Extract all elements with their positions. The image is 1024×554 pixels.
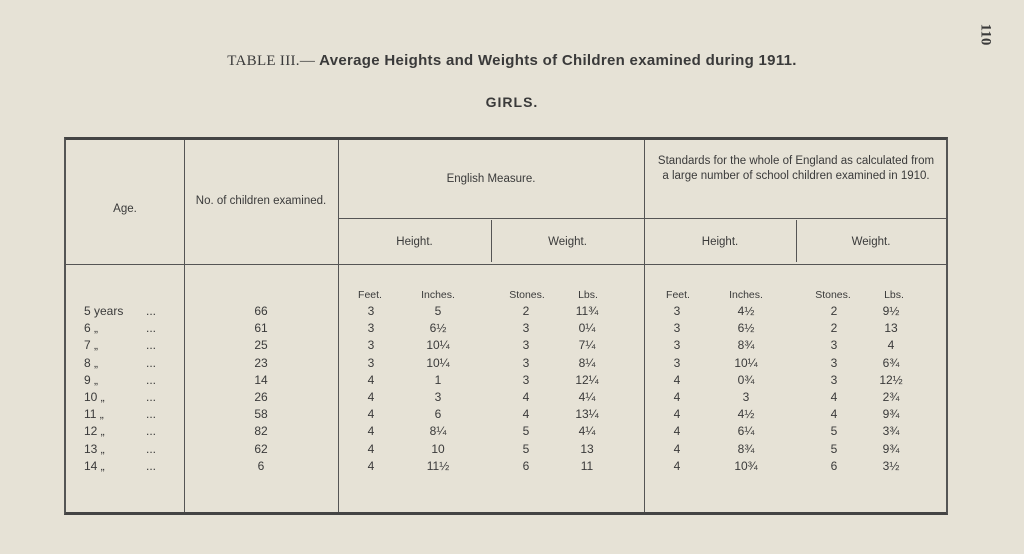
unit-lbs: Lbs. bbox=[578, 289, 598, 301]
english-feet-cell: 3 bbox=[367, 321, 375, 336]
standard-lbs-cell: 9½ bbox=[882, 304, 900, 318]
standard-inches-cell: 4½ bbox=[737, 304, 755, 318]
table-row bbox=[66, 304, 946, 321]
leader-dots: ... bbox=[146, 304, 157, 318]
english-inches-cell: 1 bbox=[434, 372, 442, 387]
header-standard-height: Height. bbox=[701, 236, 739, 248]
leader-dots: ... bbox=[146, 424, 157, 439]
english-inches-cell: 6½ bbox=[429, 321, 447, 336]
leader-dots: ... bbox=[146, 458, 157, 473]
header-standard-weight: Weight. bbox=[851, 236, 891, 248]
leader-dots: ... bbox=[146, 390, 157, 404]
standard-feet-cell: 3 bbox=[673, 338, 681, 353]
table-row bbox=[66, 390, 946, 407]
header-age: Age. bbox=[113, 203, 137, 215]
standard-inches-cell: 6¼ bbox=[737, 424, 755, 439]
english-lbs-cell: 7¼ bbox=[578, 338, 596, 353]
standard-inches-cell: 8¾ bbox=[737, 441, 755, 456]
english-inches-cell: 10 bbox=[431, 441, 445, 456]
table-row bbox=[66, 338, 946, 355]
english-lbs-cell: 4¼ bbox=[578, 424, 596, 439]
english-feet-cell: 4 bbox=[367, 458, 375, 473]
standard-feet-cell: 4 bbox=[673, 441, 681, 456]
leader-dots: ... bbox=[146, 321, 157, 336]
unit-lbs: Lbs. bbox=[884, 289, 904, 301]
age-cell: 14 „ bbox=[84, 458, 105, 473]
title-text: Average Heights and Weights of Children examined during 1911. bbox=[319, 52, 797, 69]
children-count-cell: 62 bbox=[254, 441, 268, 456]
english-stones-cell: 4 bbox=[522, 390, 530, 404]
english-lbs-cell: 11¾ bbox=[575, 304, 599, 318]
title-lead: TABLE III.— bbox=[227, 53, 316, 69]
table-title bbox=[0, 52, 1024, 70]
english-inches-cell: 11½ bbox=[426, 458, 450, 473]
age-cell: 7 „ bbox=[84, 338, 99, 353]
standard-feet-cell: 4 bbox=[673, 424, 681, 439]
english-inches-cell: 10¼ bbox=[426, 338, 450, 353]
table-row bbox=[66, 442, 946, 459]
standard-inches-cell: 10¼ bbox=[734, 355, 758, 370]
english-stones-cell: 4 bbox=[522, 407, 530, 422]
unit-inches: Inches. bbox=[729, 289, 763, 301]
children-count-cell: 58 bbox=[254, 407, 268, 422]
children-count-cell: 82 bbox=[254, 424, 268, 439]
english-lbs-cell: 0¼ bbox=[578, 321, 596, 336]
standard-inches-cell: 6½ bbox=[737, 321, 755, 336]
english-inches-cell: 6 bbox=[434, 407, 442, 422]
english-feet-cell: 4 bbox=[367, 390, 375, 404]
standard-stones-cell: 5 bbox=[830, 424, 838, 439]
standard-stones-cell: 6 bbox=[830, 458, 838, 473]
english-feet-cell: 4 bbox=[367, 372, 375, 387]
standard-lbs-cell: 9¾ bbox=[882, 441, 900, 456]
english-lbs-cell: 13¼ bbox=[575, 407, 599, 422]
standard-lbs-cell: 2¾ bbox=[882, 390, 900, 404]
children-count-cell: 61 bbox=[254, 321, 268, 336]
english-lbs-cell: 4¼ bbox=[578, 390, 596, 404]
standard-lbs-cell: 3½ bbox=[882, 458, 900, 473]
standard-stones-cell: 4 bbox=[830, 407, 838, 422]
table-row bbox=[66, 373, 946, 390]
english-feet-cell: 3 bbox=[367, 355, 375, 370]
leader-dots: ... bbox=[146, 441, 157, 456]
standard-lbs-cell: 12½ bbox=[879, 372, 903, 387]
english-stones-cell: 2 bbox=[522, 304, 530, 318]
header-english-weight: Weight. bbox=[548, 236, 587, 248]
age-cell: 9 „ bbox=[84, 372, 99, 387]
standard-inches-cell: 4½ bbox=[737, 407, 755, 422]
header-english-height: Height. bbox=[396, 236, 433, 248]
english-feet-cell: 3 bbox=[367, 304, 375, 318]
age-cell: 10 „ bbox=[84, 390, 105, 404]
english-lbs-cell: 11 bbox=[580, 458, 594, 473]
standard-stones-cell: 2 bbox=[830, 321, 838, 336]
standard-inches-cell: 10¾ bbox=[734, 458, 758, 473]
standard-stones-cell: 2 bbox=[830, 304, 838, 318]
standard-stones-cell: 5 bbox=[830, 441, 838, 456]
standard-lbs-cell: 6¾ bbox=[882, 355, 900, 370]
children-count-cell: 23 bbox=[254, 355, 268, 370]
standard-lbs-cell: 9¾ bbox=[882, 407, 900, 422]
standard-feet-cell: 3 bbox=[673, 321, 681, 336]
page-number: 110 bbox=[977, 23, 994, 46]
table-row bbox=[66, 459, 946, 476]
english-lbs-cell: 13 bbox=[580, 441, 594, 456]
standard-lbs-cell: 3¾ bbox=[882, 424, 900, 439]
english-stones-cell: 3 bbox=[522, 355, 530, 370]
children-count-cell: 6 bbox=[257, 458, 265, 473]
age-cell: 5 years bbox=[84, 304, 124, 318]
standard-feet-cell: 4 bbox=[673, 458, 681, 473]
table-row bbox=[66, 407, 946, 424]
english-stones-cell: 3 bbox=[522, 321, 530, 336]
english-stones-cell: 5 bbox=[522, 424, 530, 439]
age-cell: 12 „ bbox=[84, 424, 105, 439]
unit-stones: Stones. bbox=[815, 289, 851, 301]
english-inches-cell: 8¼ bbox=[429, 424, 447, 439]
standard-feet-cell: 3 bbox=[673, 304, 681, 318]
children-count-cell: 66 bbox=[254, 304, 268, 318]
table-row bbox=[66, 356, 946, 373]
standard-lbs-cell: 4 bbox=[887, 338, 895, 353]
english-inches-cell: 5 bbox=[434, 304, 442, 318]
standard-feet-cell: 4 bbox=[673, 390, 681, 404]
age-cell: 13 „ bbox=[84, 441, 105, 456]
standard-inches-cell: 3 bbox=[742, 390, 750, 404]
english-inches-cell: 10¼ bbox=[426, 355, 450, 370]
standard-stones-cell: 3 bbox=[830, 355, 838, 370]
table-row bbox=[66, 424, 946, 441]
english-feet-cell: 3 bbox=[367, 338, 375, 353]
english-lbs-cell: 8¼ bbox=[578, 355, 596, 370]
english-stones-cell: 3 bbox=[522, 372, 530, 387]
unit-feet: Feet. bbox=[666, 289, 690, 301]
table-subtitle: GIRLS. bbox=[485, 94, 539, 110]
children-count-cell: 25 bbox=[254, 338, 268, 353]
standard-stones-cell: 3 bbox=[830, 372, 838, 387]
english-inches-cell: 3 bbox=[434, 390, 442, 404]
unit-stones: Stones. bbox=[509, 289, 545, 301]
divider bbox=[66, 264, 946, 265]
standard-feet-cell: 3 bbox=[673, 355, 681, 370]
table-row bbox=[66, 321, 946, 338]
children-count-cell: 26 bbox=[254, 390, 268, 404]
leader-dots: ... bbox=[146, 338, 157, 353]
header-standards: Standards for the whole of England as calculated from a large number of school children examined in 1910. bbox=[657, 155, 935, 182]
english-feet-cell: 4 bbox=[367, 441, 375, 456]
standard-lbs-cell: 13 bbox=[884, 321, 898, 336]
children-count-cell: 14 bbox=[254, 372, 268, 387]
header-children: No. of children examined. bbox=[195, 195, 327, 207]
standard-stones-cell: 3 bbox=[830, 338, 838, 353]
standard-stones-cell: 4 bbox=[830, 390, 838, 404]
leader-dots: ... bbox=[146, 372, 157, 387]
standard-feet-cell: 4 bbox=[673, 372, 681, 387]
age-cell: 11 „ bbox=[84, 407, 104, 422]
english-stones-cell: 6 bbox=[522, 458, 530, 473]
unit-feet: Feet. bbox=[358, 289, 382, 301]
standard-inches-cell: 8¾ bbox=[737, 338, 755, 353]
leader-dots: ... bbox=[146, 355, 157, 370]
english-stones-cell: 3 bbox=[522, 338, 530, 353]
unit-inches: Inches. bbox=[421, 289, 455, 301]
standard-feet-cell: 4 bbox=[673, 407, 681, 422]
english-feet-cell: 4 bbox=[367, 424, 375, 439]
standard-inches-cell: 0¾ bbox=[737, 372, 755, 387]
english-stones-cell: 5 bbox=[522, 441, 530, 456]
leader-dots: ... bbox=[146, 407, 157, 422]
english-feet-cell: 4 bbox=[367, 407, 375, 422]
age-cell: 8 „ bbox=[84, 355, 99, 370]
age-cell: 6 „ bbox=[84, 321, 99, 336]
english-lbs-cell: 12¼ bbox=[575, 372, 599, 387]
header-english-measure: English Measure. bbox=[446, 173, 536, 185]
divider bbox=[338, 218, 946, 219]
data-table bbox=[64, 137, 948, 515]
